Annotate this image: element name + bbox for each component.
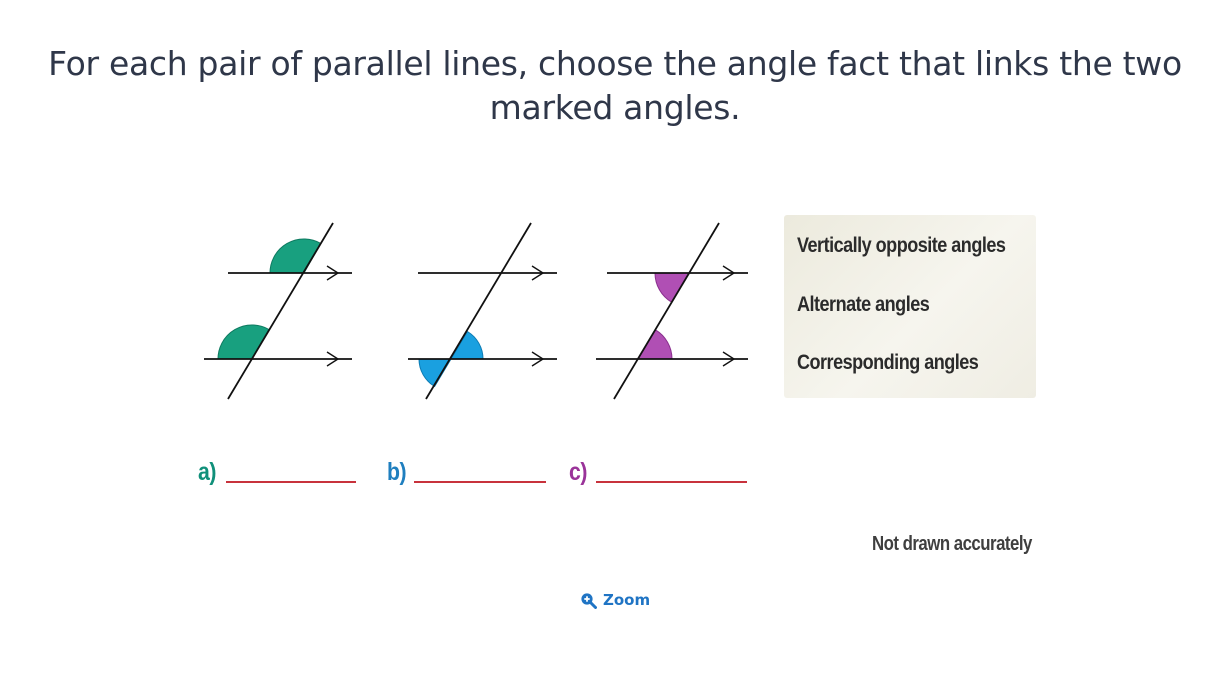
question-text: For each pair of parallel lines, choose the angle fact that links the two marked angles. xyxy=(48,44,1182,127)
diagram-b-marked-angle-upper xyxy=(451,332,483,360)
diagram-c-marked-angle-top xyxy=(655,273,689,302)
diagram-c xyxy=(596,223,748,399)
zoom-in-icon xyxy=(580,592,597,609)
angle-facts-box xyxy=(784,215,1036,398)
option-corresponding[interactable]: Corresponding angles xyxy=(797,351,979,374)
diagram-c-marked-angle-bottom xyxy=(638,330,672,359)
answer-b-label: b) xyxy=(387,458,407,486)
diagram-b-transversal xyxy=(426,223,531,399)
answer-a-label: a) xyxy=(198,458,217,486)
diagram-c-transversal xyxy=(614,223,719,399)
parallel-lines-diagrams xyxy=(195,215,755,405)
option-vertically-opposite[interactable]: Vertically opposite angles xyxy=(797,234,1006,257)
option-alternate[interactable]: Alternate angles xyxy=(797,293,930,316)
zoom-label: Zoom xyxy=(603,591,651,609)
not-drawn-accurately-note: Not drawn accurately xyxy=(872,533,1032,555)
diagram-a xyxy=(204,223,352,399)
answer-b-blank[interactable] xyxy=(414,481,546,483)
answer-a-blank[interactable] xyxy=(226,481,356,483)
answer-c-blank[interactable] xyxy=(596,481,747,483)
answer-c-label: c) xyxy=(569,458,588,486)
zoom-button[interactable] xyxy=(580,591,650,609)
diagram-b xyxy=(408,223,557,399)
